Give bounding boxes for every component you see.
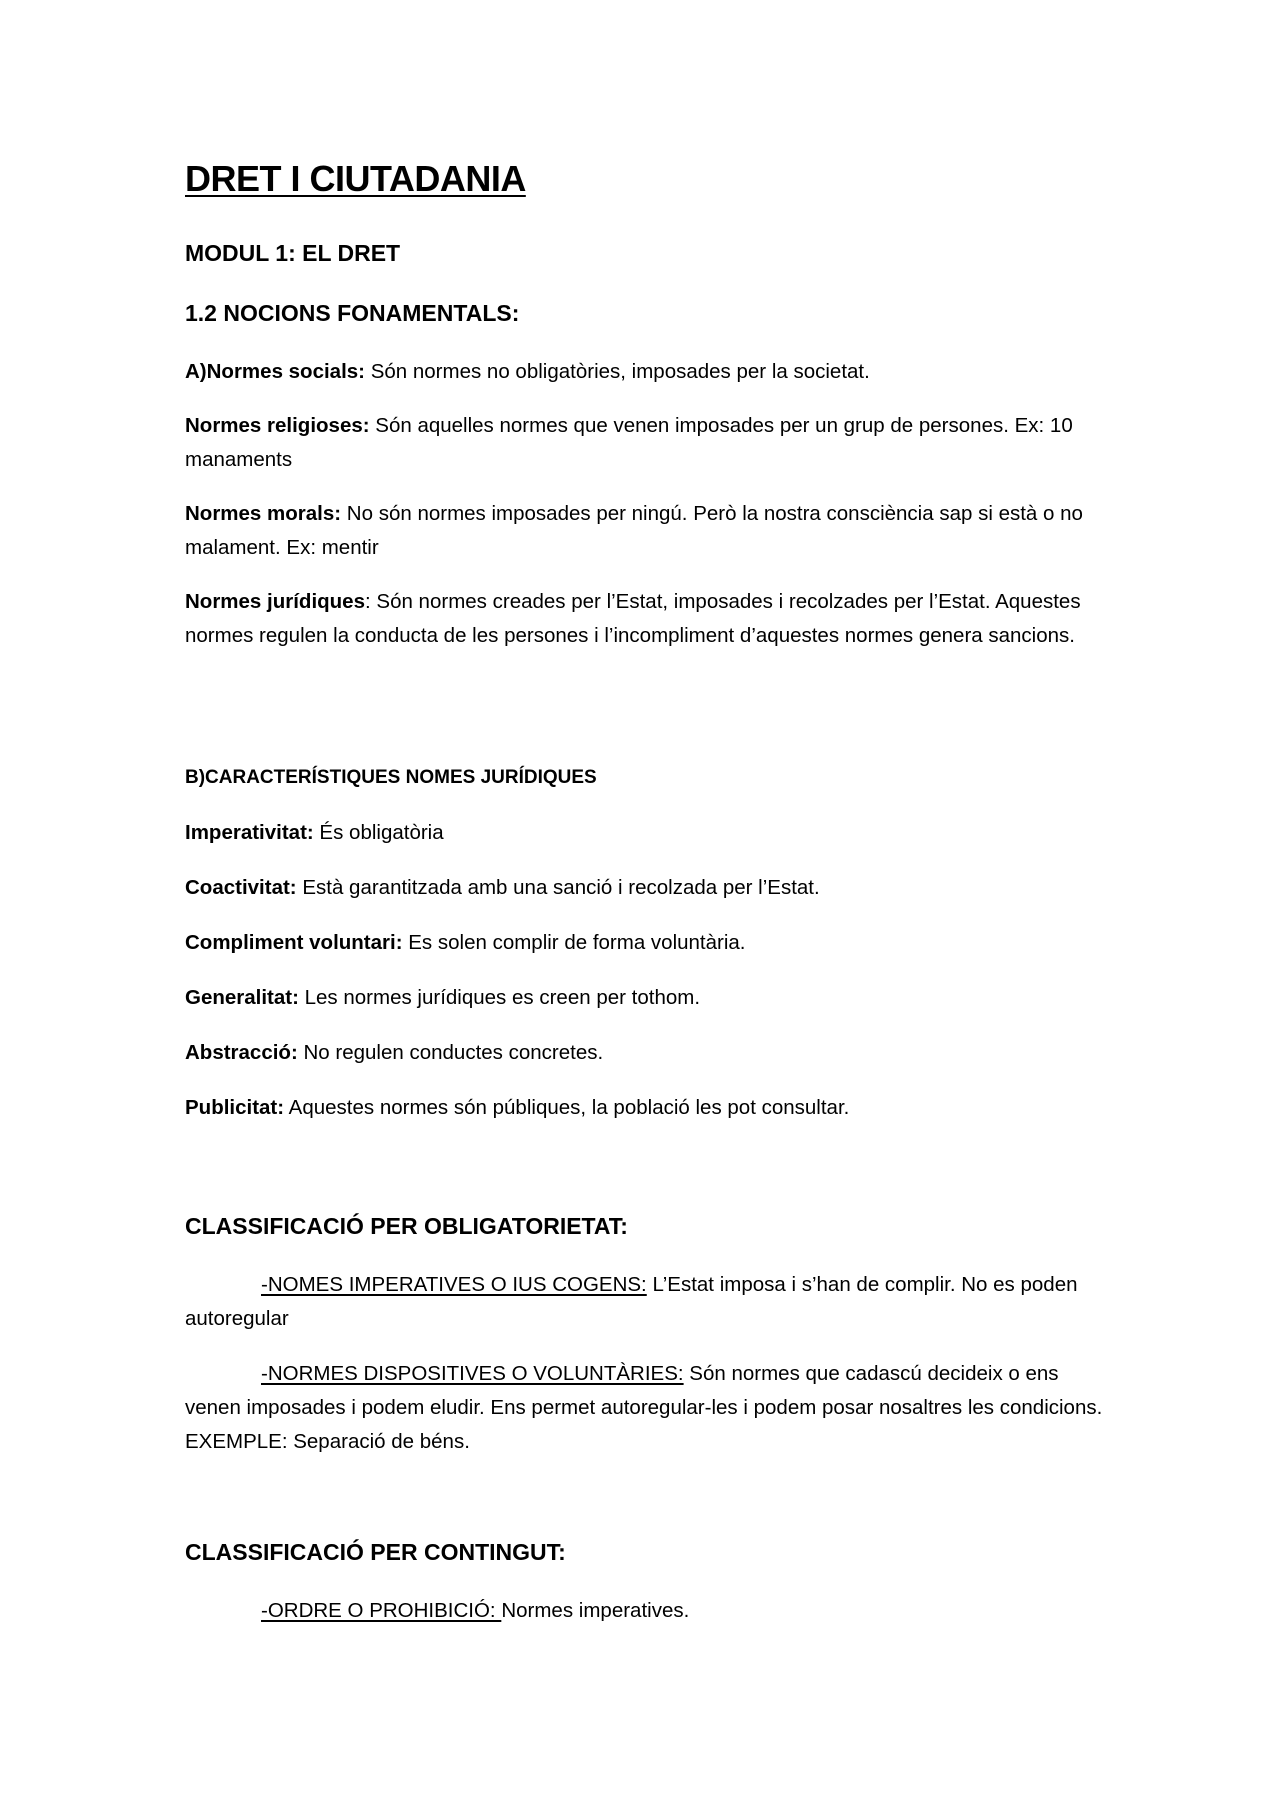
characteristic-text: Aquestes normes són públiques, la població les pot consultar. bbox=[284, 1096, 850, 1119]
characteristic-term: Publicitat: bbox=[185, 1096, 285, 1119]
norm-term: Normes jurídiques bbox=[185, 590, 365, 613]
classification-text: Són normes que cadascú decideix o ens venen imposades i podem eludir. Ens permet autoregular-les i podem posar nosaltres les condicions. EXEMPLE: Separació de béns. bbox=[185, 1362, 1103, 1453]
classification-obligatorietat-heading: CLASSIFICACIÓ PER OBLIGATORIETAT: bbox=[185, 1213, 628, 1239]
classification-item bbox=[185, 1594, 1105, 1628]
norm-text: : Són normes creades per l’Estat, imposades i recolzades per l’Estat. Aquestes normes regulen la conducta de les persones i l’incompliment d’aquestes normes genera sancions. bbox=[185, 590, 1081, 647]
characteristic-item bbox=[185, 981, 1105, 1015]
classification-term: -ORDRE O PROHIBICIÓ: bbox=[261, 1599, 502, 1622]
characteristic-text: Està garantitzada amb una sanció i recolzada per l’Estat. bbox=[296, 876, 820, 899]
classification-text: Normes imperatives. bbox=[501, 1599, 690, 1622]
characteristic-item bbox=[185, 816, 1105, 850]
norm-legal bbox=[185, 585, 1105, 653]
characteristic-term: Generalitat: bbox=[185, 986, 299, 1009]
module-heading: MODUL 1: EL DRET bbox=[185, 240, 401, 266]
characteristic-term: Abstracció: bbox=[185, 1041, 298, 1064]
document-title: DRET I CIUTADANIA bbox=[185, 158, 526, 199]
characteristic-text: És obligatòria bbox=[313, 821, 444, 844]
characteristic-item bbox=[185, 1036, 1105, 1070]
classification-text: L’Estat imposa i s’han de complir. No es poden autoregular bbox=[185, 1273, 1078, 1330]
classification-term: -NOMES IMPERATIVES O IUS COGENS: bbox=[261, 1273, 647, 1296]
characteristic-term: Coactivitat: bbox=[185, 876, 297, 899]
norm-religious bbox=[185, 409, 1105, 477]
characteristic-item bbox=[185, 926, 1105, 960]
classification-term: -NORMES DISPOSITIVES O VOLUNTÀRIES: bbox=[261, 1362, 684, 1385]
norm-text: No són normes imposades per ningú. Però la nostra consciència sap si està o no malament. Ex: mentir bbox=[185, 502, 1083, 559]
norm-term: Normes morals: bbox=[185, 502, 342, 525]
characteristic-item bbox=[185, 871, 1105, 905]
characteristic-term: Compliment voluntari: bbox=[185, 931, 403, 954]
characteristic-item bbox=[185, 1091, 1105, 1125]
classification-item bbox=[185, 1268, 1105, 1336]
norm-text: Són normes no obligatòries, imposades per la societat. bbox=[365, 360, 870, 383]
characteristics-heading: B)CARACTERÍSTIQUES NOMES JURÍDIQUES bbox=[185, 767, 597, 788]
classification-item bbox=[185, 1357, 1105, 1459]
characteristic-term: Imperativitat: bbox=[185, 821, 314, 844]
characteristic-text: No regulen conductes concretes. bbox=[297, 1041, 604, 1064]
characteristic-text: Es solen complir de forma voluntària. bbox=[402, 931, 746, 954]
norm-moral bbox=[185, 497, 1105, 565]
norm-text: Són aquelles normes que venen imposades per un grup de persones. Ex: 10 manaments bbox=[185, 414, 1073, 471]
section-heading: 1.2 NOCIONS FONAMENTALS: bbox=[185, 300, 520, 326]
norm-term: A)Normes socials: bbox=[185, 360, 366, 383]
norm-term: Normes religioses: bbox=[185, 414, 370, 437]
classification-contingut-heading: CLASSIFICACIÓ PER CONTINGUT: bbox=[185, 1539, 566, 1565]
characteristic-text: Les normes jurídiques es creen per tothom. bbox=[298, 986, 701, 1009]
norm-social bbox=[185, 355, 1105, 389]
